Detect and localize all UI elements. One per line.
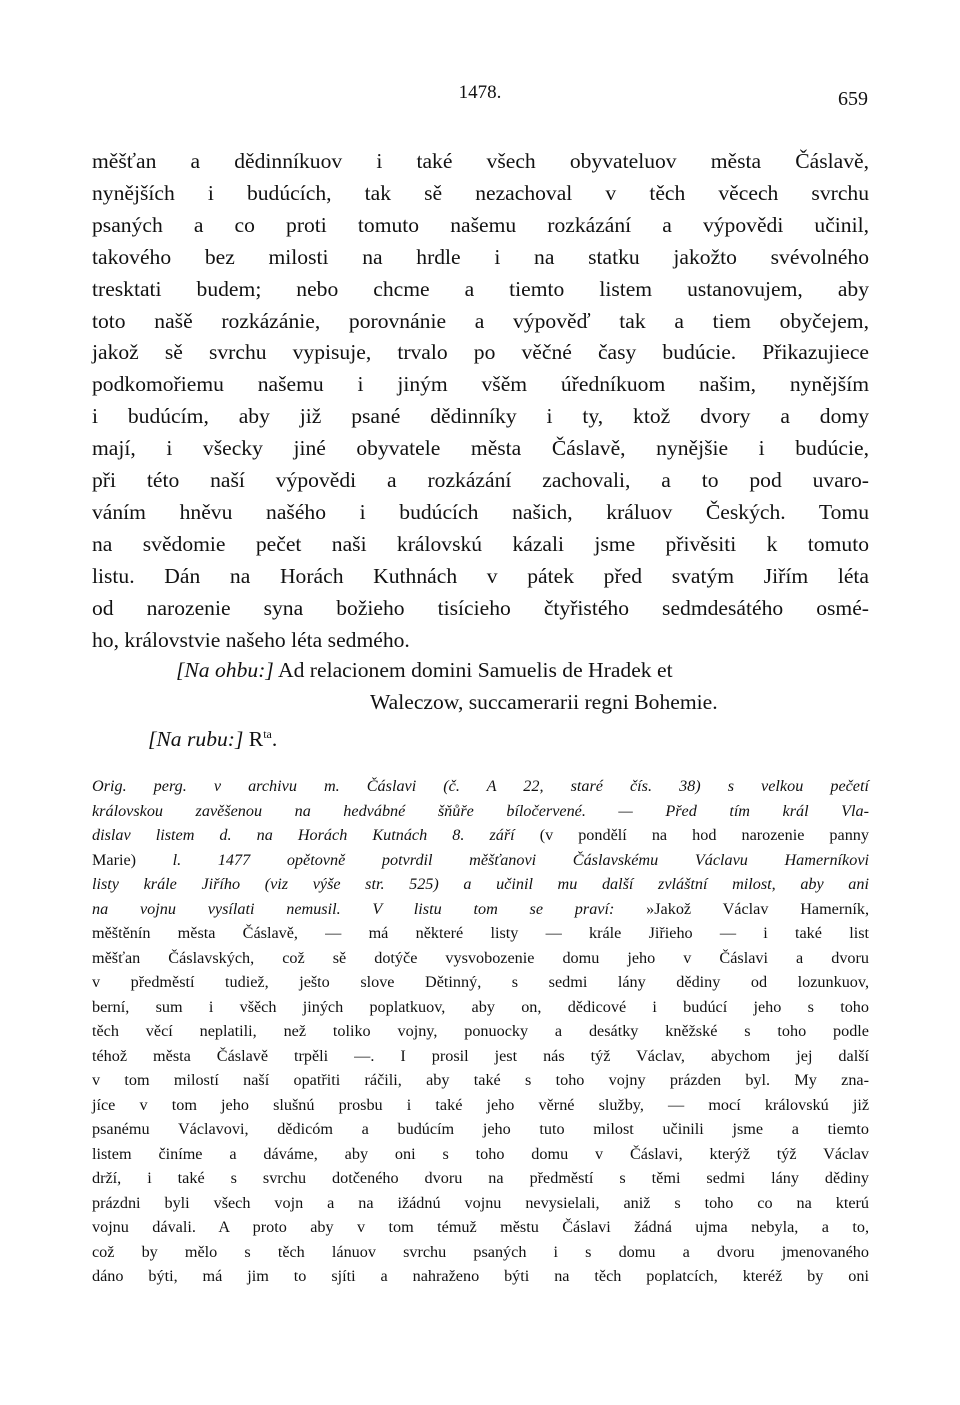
footnote-text: v tom milostí naší opatřiti ráčili, aby také s toho vojny prázden byl. My zna- [92, 1071, 869, 1089]
footnote-text: »Jakož Václav Hamerník, [646, 899, 869, 918]
footnote-text: drží, i také s svrchu dotčeného dvoru na předměstí s těmi sedmi lány dědiny [92, 1169, 869, 1187]
main-text [92, 146, 869, 657]
page-number: 659 [838, 88, 868, 110]
footnote-line [92, 921, 869, 946]
footnote-text: prázdni byli všech vojn a na ižádnú vojnu nevysielali, aniž s toho co na kterú [92, 1193, 869, 1212]
footnote-text: což by mělo s těch lánuov svrchu psaných i s domu a dvoru jmenovaného [92, 1242, 869, 1261]
body-line: jakož sě svrchu vypisuje, trvalo po věčné časy budúcie. Přikazujiece [92, 340, 869, 365]
footnote-text: měštěnín města Čáslavě, — má některé listy — krále Jiřieho — i také list [92, 924, 869, 942]
body-line: tresktati budem; nebo chcme a tiemto listem ustanovujem, aby [92, 276, 869, 301]
body-line: i budúcím, aby již psané dědinníky i ty, ktož dvory a domy [92, 404, 869, 429]
footnote-line [92, 848, 869, 873]
footnote-line [92, 1215, 869, 1240]
footnote-line [92, 774, 869, 799]
footnote-italic-text: Orig. perg. v archivu m. Čáslavi (č. A 22, staré čís. 38) s velkou pečetí [92, 777, 869, 795]
body-line: při této naší výpovědi a rozkázání zachovali, a to pod uvaro- [92, 468, 869, 493]
body-line: toto našě rozkázánie, porovnánie a výpověď tak a tiem obyčejem, [92, 308, 869, 333]
footnote-line [92, 872, 869, 897]
footnote-italic-text: l. 1477 opětovně potvrdil měšťanovi Čáslavskému Václavu Hamerníkovi [172, 850, 870, 869]
body-line: váním hněvu našého i budúcích našich, králuov Českých. Tomu [92, 499, 869, 524]
footnote-text: (v pondělí na hod narozenie panny [539, 826, 869, 844]
footnote [92, 774, 869, 1289]
body-line: mají, i všecky jiné obyvatele města Čáslavě, nynějšie i budúcie, [92, 436, 869, 461]
footnote-text: vojnu dávali. A proto aby v tom témuž městu Čáslavi žádná ujma nebyla, a to, [92, 1218, 869, 1236]
footnote-line [92, 1044, 869, 1069]
footnote-text: měšťan Čáslavských, což sě dotýče vysvobozenie domu jeho v Čáslavi a dvoru [92, 948, 869, 967]
footnote-italic-text: královskou zavěšenou na hedvábné šňůře bíločervené. — Před tím král Vla- [92, 801, 869, 820]
footnote-italic-text: dislav listem d. na Horách Kutnách 8. září [92, 826, 540, 844]
footnote-text: psanému Václavovi, dědicóm a budúcím jeho tuto milost učinili jsme a tiemto [92, 1120, 869, 1138]
endorsement-ohbu [176, 654, 673, 686]
footnote-text: listem činíme a dáváme, aby oni s toho domu v Čáslavi, kterýž týž Václav [92, 1144, 869, 1163]
footnote-text: těch věcí neplatili, než toliko vojny, ponuocky a desátky kněžské s toho podle [92, 1022, 869, 1040]
footnote-italic-text: listy krále Jiřího (viz výše str. 525) a učinil mu další zvláštní milost, aby ani [92, 875, 869, 893]
body-line: nynějších i budúcích, tak sě nezachoval v těch věcech svrchu [92, 180, 869, 205]
endorsement-rubu-label: [Na rubu:] [148, 727, 244, 752]
body-line: psaných a co proti tomuto našemu rozkázání a výpovědi učinil, [92, 212, 869, 237]
footnote-line [92, 897, 869, 922]
footnote-line [92, 995, 869, 1020]
footnote-line [92, 946, 869, 971]
body-line: listu. Dán na Horách Kuthnách v pátek před svatým Jiřím léta [92, 563, 869, 588]
body-line: podkomořiemu našemu i jiným všěm úředníkuom našim, nynějším [92, 372, 869, 397]
header-year: 1478. [458, 82, 502, 103]
footnote-text: jíce v tom jeho slušnú prosbu i také jeho věrné služby, — mocí královskú již [92, 1095, 869, 1114]
footnote-line [92, 1240, 869, 1265]
footnote-text: berní, sum i všěch jiných poplatkuov, aby on, dědicové i budúcí jeho s toho [92, 997, 869, 1016]
endorsement-rubu-superscript: ta [263, 727, 272, 741]
footnote-text: dáno býti, má jim to sjíti a nahraženo býti na těch poplatcích, kteréž by oni [92, 1267, 869, 1285]
footnote-line [92, 823, 869, 848]
body-line: takového bez milosti na hrdle i na statku jakožto svévolného [92, 244, 869, 269]
footnote-line [92, 1068, 869, 1093]
body-line: měšťan a dědinníkuov i také všech obyvateluov města Čáslavě, [92, 149, 869, 173]
footnote-line [92, 970, 869, 995]
body-line: ho, královstvie našeho léta sedmého. [92, 627, 410, 652]
endorsement-ohbu-continuation: Waleczow, succamerarii regni Bohemie. [370, 690, 718, 714]
body-line: na svědomie pečet naši královskú kázali jsme přivěsiti k tomuto [92, 531, 869, 556]
endorsement-rubu-end: . [271, 727, 278, 752]
footnote-line [92, 1142, 869, 1167]
footnote-line [92, 799, 869, 824]
footnote-text: Marie) [92, 850, 173, 869]
footnote-line [92, 1166, 869, 1191]
footnote-line [92, 1264, 869, 1289]
endorsement-ohbu-label: [Na ohbu:] [176, 658, 274, 682]
footnote-line [92, 1093, 869, 1118]
footnote-line [92, 1117, 869, 1142]
footnote-line [92, 1019, 869, 1044]
footnote-text: téhož města Čáslavě trpěli —. I prosil jest nás týž Václav, abychom jej další [92, 1046, 869, 1065]
endorsement-rubu [148, 718, 277, 755]
footnote-italic-text: na vojnu vysílati nemusil. V listu tom se praví: [92, 899, 647, 918]
footnote-text: v předměstí tudiež, ješto slove Dětinný, s sedmi lány dědiny od lozunkuov, [92, 973, 869, 991]
footnote-line [92, 1191, 869, 1216]
endorsement-rubu-text: R [248, 727, 264, 752]
endorsement-ohbu-text: Ad relacionem domini Samuelis de Hradek et [278, 658, 673, 682]
body-line: od narozenie syna božieho tisícieho čtyřistého sedmdesátého osmé- [92, 595, 869, 620]
